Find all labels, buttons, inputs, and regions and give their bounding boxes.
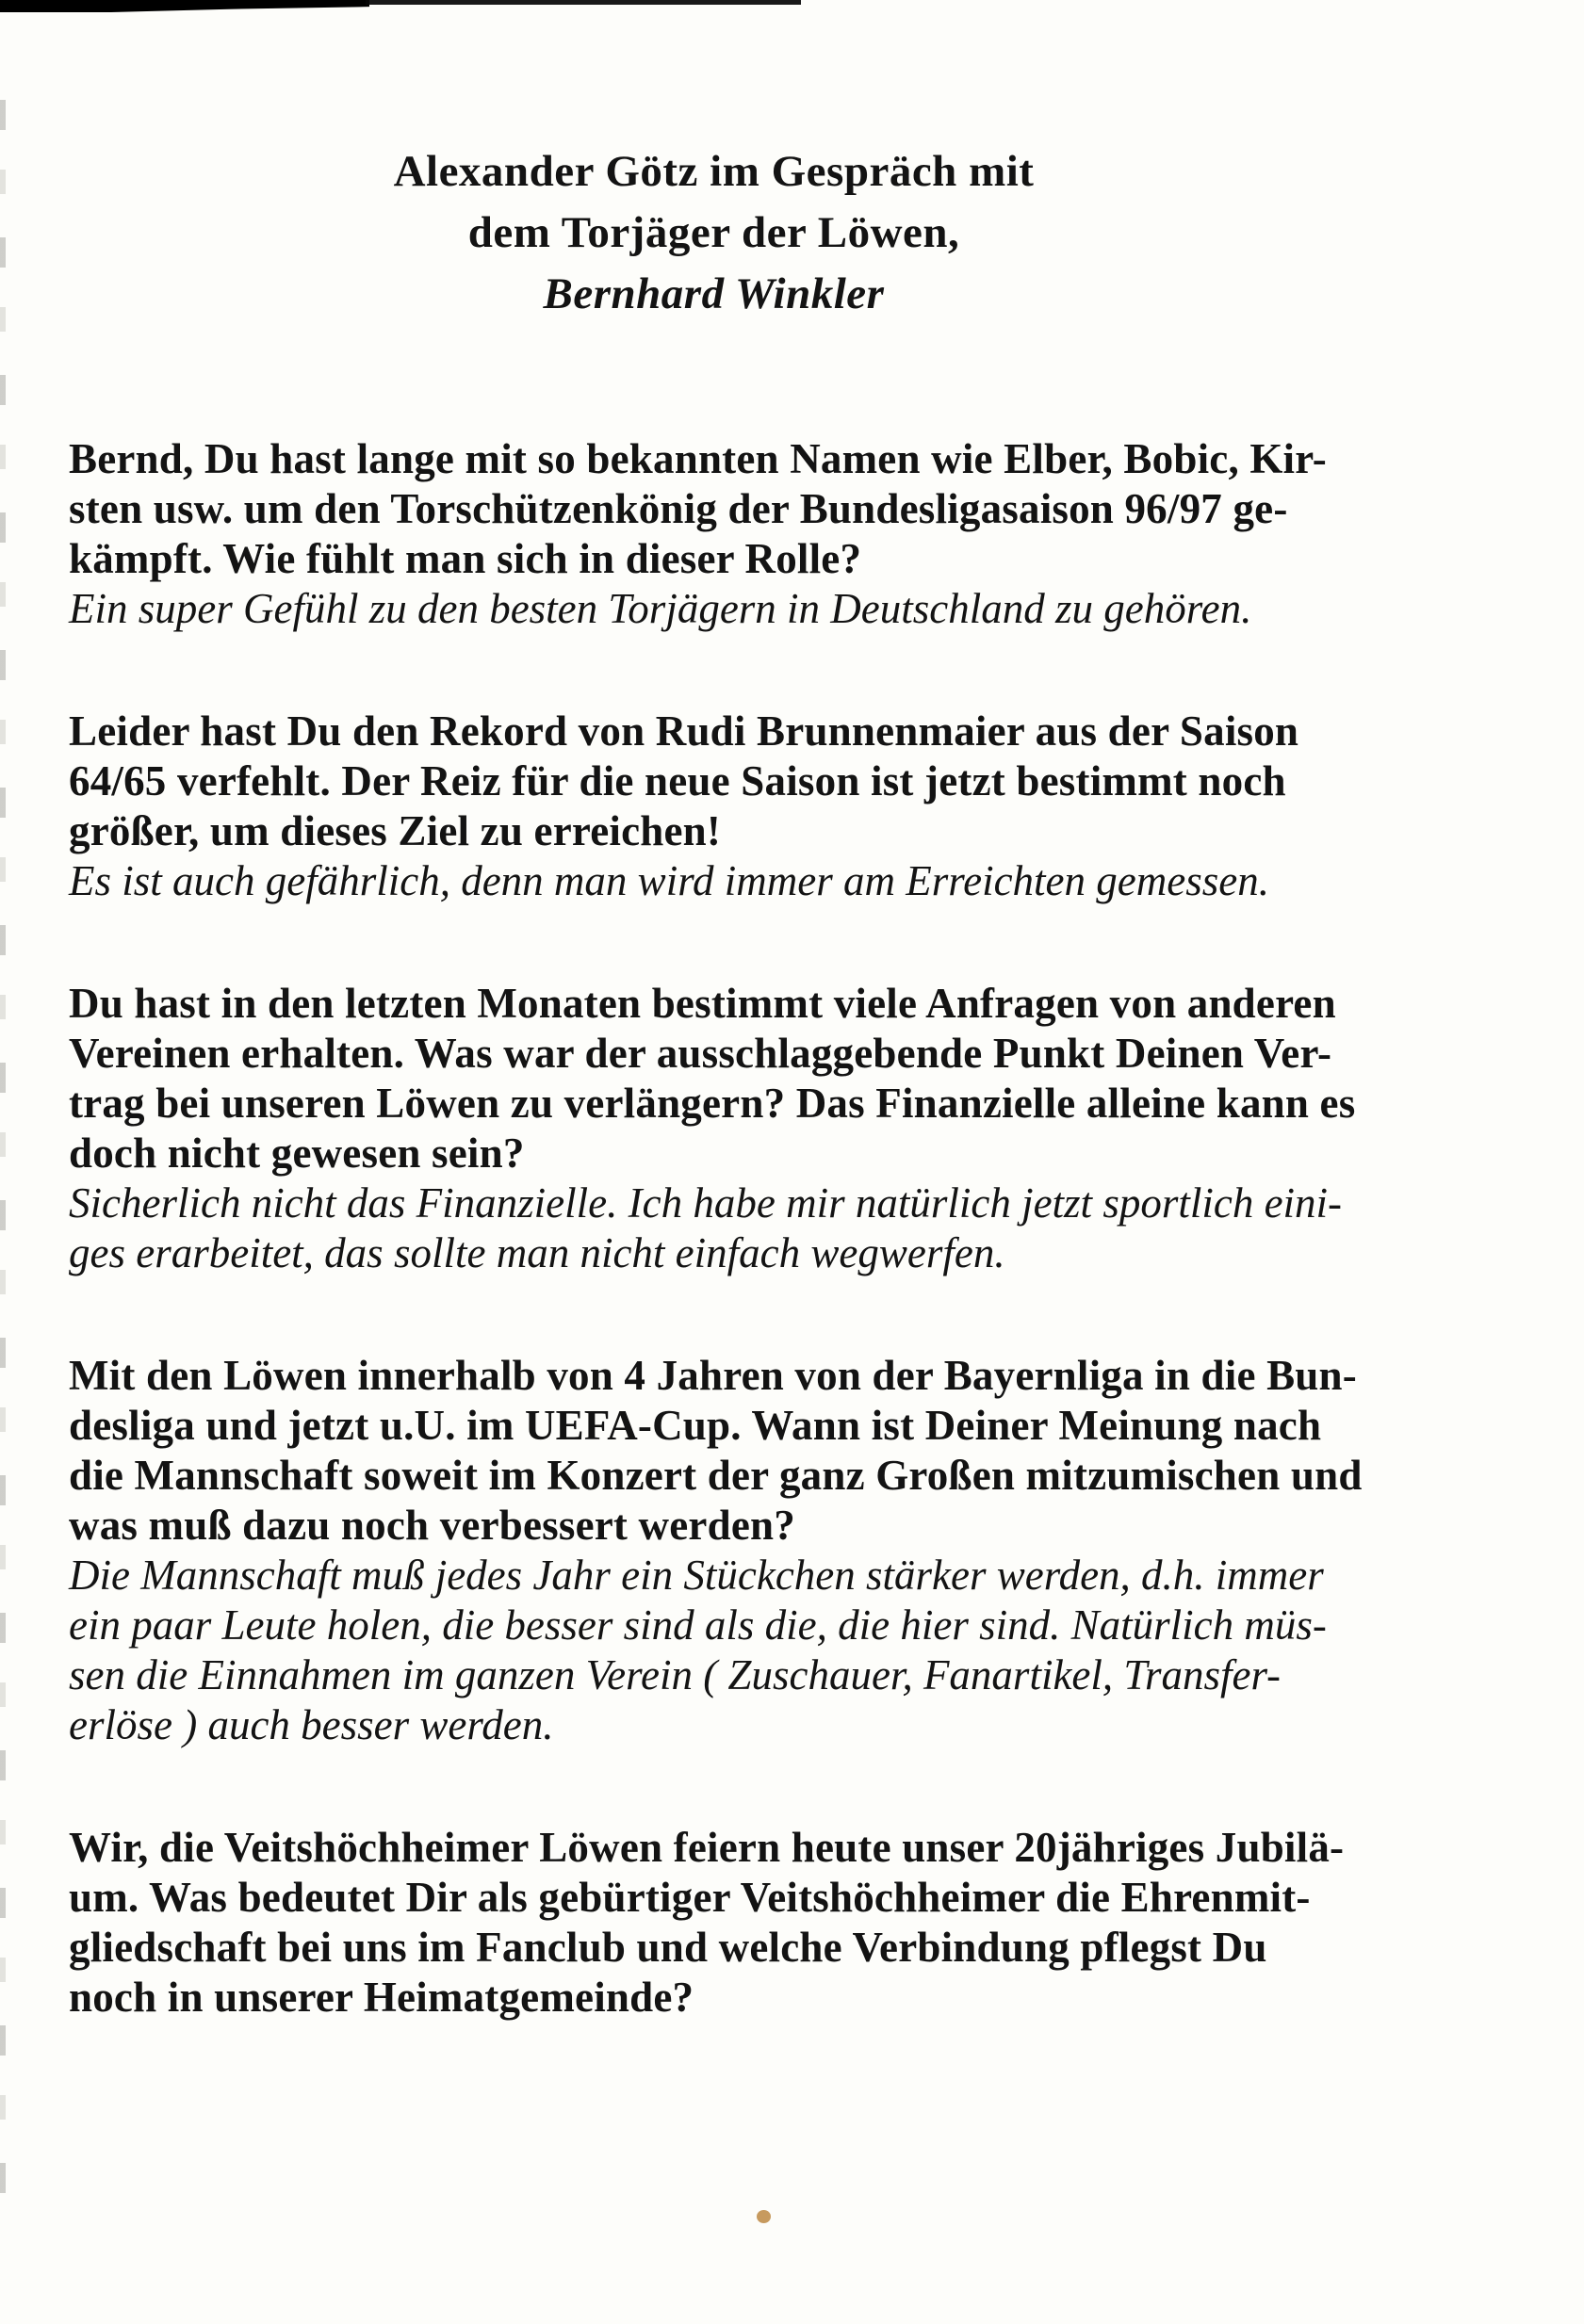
text-line: um. Was bedeutet Dir als gebürtiger Veitshöchheimer die Ehrenmit- (69, 1874, 1311, 1921)
text-line: desliga und jetzt u.U. im UEFA-Cup. Wann ist Deiner Meinung nach (69, 1402, 1322, 1449)
text-line: Leider hast Du den Rekord von Rudi Brunnenmaier aus der Saison (69, 707, 1299, 755)
question-paragraph (69, 707, 1556, 856)
text-line: Sicherlich nicht das Finanzielle. Ich habe mir natürlich jetzt sportlich eini- (69, 1179, 1343, 1227)
text-line: sen die Einnahmen im ganzen Verein ( Zuschauer, Fanartikel, Transfer- (69, 1651, 1282, 1698)
question-paragraph (69, 1351, 1556, 1551)
text-line: ges erarbeitet, das sollte man nicht einfach wegwerfen. (69, 1229, 1005, 1276)
text-line: kämpft. Wie fühlt man sich in dieser Rolle? (69, 535, 862, 582)
text-line: sten usw. um den Torschützenkönig der Bundesligasaison 96/97 ge- (69, 485, 1288, 532)
text-line: gliedschaft bei uns im Fanclub und welche Verbindung pflegst Du (69, 1924, 1267, 1971)
text-line: noch in unserer Heimatgemeinde? (69, 1974, 694, 2021)
title-author-line: Bernhard Winkler (543, 269, 885, 318)
text-line: doch nicht gewesen sein? (69, 1129, 525, 1177)
question-paragraph (69, 979, 1556, 1178)
text-line: 64/65 verfehlt. Der Reiz für die neue Saison ist jetzt bestimmt noch (69, 757, 1286, 804)
title-line: Alexander Götz im Gespräch mit (393, 147, 1035, 196)
answer-paragraph (69, 856, 1556, 906)
text-line: erlöse ) auch besser werden. (69, 1701, 554, 1748)
text-line: größer, um dieses Ziel zu erreichen! (69, 807, 722, 854)
question-paragraph (69, 434, 1556, 584)
text-line: Ein super Gefühl zu den besten Torjägern in Deutschland zu gehören. (69, 585, 1252, 632)
question-paragraph (69, 1823, 1556, 2023)
text-line: die Mannschaft soweit im Konzert der ganz Großen mitzumischen und (69, 1452, 1363, 1499)
text-line: trag bei unseren Löwen zu verlängern? Das Finanzielle alleine kann es (69, 1080, 1356, 1127)
scan-edge-left-noise (0, 57, 6, 2223)
answer-paragraph (69, 1551, 1556, 1750)
text-line: Mit den Löwen innerhalb von 4 Jahren von der Bayernliga in die Bun- (69, 1352, 1357, 1399)
scan-speck (757, 2210, 771, 2223)
text-line: Die Mannschaft muß jedes Jahr ein Stückchen stärker werden, d.h. immer (69, 1552, 1324, 1599)
page-title (0, 0, 1584, 325)
text-line: Vereinen erhalten. Was war der ausschlaggebende Punkt Deinen Ver- (69, 1030, 1332, 1077)
interview-body (69, 434, 1556, 2023)
text-line: ein paar Leute holen, die besser sind als die, die hier sind. Natürlich müs- (69, 1601, 1327, 1649)
text-line: was muß dazu noch verbessert werden? (69, 1502, 795, 1549)
text-line: Bernd, Du hast lange mit so bekannten Namen wie Elber, Bobic, Kir- (69, 435, 1327, 482)
scan-edge-top-line (366, 0, 801, 5)
answer-paragraph (69, 1178, 1556, 1278)
text-line: Wir, die Veitshöchheimer Löwen feiern heute unser 20jähriges Jubilä- (69, 1824, 1345, 1871)
text-line: Es ist auch gefährlich, denn man wird immer am Erreichten gemessen. (69, 857, 1269, 904)
text-line: Du hast in den letzten Monaten bestimmt viele Anfragen von anderen (69, 980, 1336, 1027)
title-line: dem Torjäger der Löwen, (467, 208, 960, 257)
answer-paragraph (69, 584, 1556, 634)
